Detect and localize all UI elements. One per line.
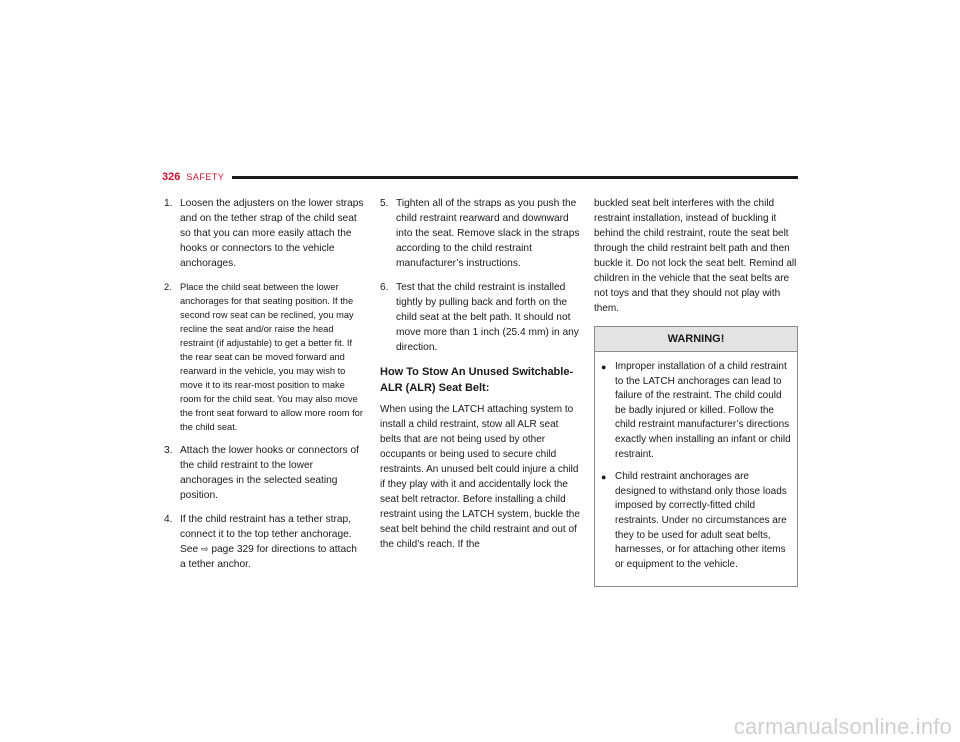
bullet-icon bbox=[601, 470, 615, 572]
column-1 bbox=[164, 196, 364, 581]
warning-item bbox=[601, 470, 791, 572]
column-3 bbox=[594, 196, 798, 587]
step-number: 3. bbox=[164, 445, 173, 456]
page-reference-link[interactable]: page 329 for directions to attach a tether anchor. bbox=[180, 544, 357, 570]
step-text: Test that the child restraint is installed tightly by pulling back and forth on the child seat at the belt path. It should not move more than 1 inch (25.4 mm) in any direction. bbox=[396, 282, 579, 353]
column-2 bbox=[380, 196, 580, 552]
step-text: Tighten all of the straps as you push the child restraint rearward and downward into the seat. Remove slack in the straps according to the child restraint manufacturer’s instructions. bbox=[396, 198, 580, 269]
step-text: Loosen the adjusters on the lower straps and on the tether strap of the child seat so that you can more easily attach the hooks or connectors to the vehicle anchorages. bbox=[180, 198, 364, 269]
warning-title: WARNING! bbox=[595, 327, 797, 352]
step-number: 2. bbox=[164, 282, 172, 292]
step-item bbox=[164, 443, 364, 503]
subheading: How To Stow An Unused Switchable-ALR (ALR) Seat Belt: bbox=[380, 366, 574, 394]
watermark: carmanualsonline.info bbox=[733, 714, 952, 739]
page-number: 326 bbox=[162, 171, 181, 183]
warning-box bbox=[594, 326, 798, 587]
step-number: 4. bbox=[164, 514, 173, 525]
section-title: SAFETY bbox=[186, 172, 225, 182]
step-item bbox=[380, 280, 580, 355]
step-text bbox=[180, 512, 364, 572]
warning-body bbox=[595, 352, 797, 586]
warning-text: Child restraint anchorages are designed to withstand only those loads imposed by correctly-fitted child restraints. Under no circumstances are they to be used for adult seat belts, harnesses, or for attaching other items or equipment to the vehicle. bbox=[615, 471, 787, 570]
step-number: 1. bbox=[164, 198, 173, 209]
step-number: 5. bbox=[380, 198, 389, 209]
warning-text: Improper installation of a child restraint to the LATCH anchorages can lead to failure of the restraint. The child could be badly injured or killed. Follow the child restraint manufacturer’s directions exactly when installing an infant or child restraint. bbox=[615, 361, 791, 460]
step-item bbox=[164, 280, 364, 434]
body-paragraph: When using the LATCH attaching system to install a child restraint, stow all ALR seat belts that are not being used by other occupants or being used to secure child restraints. An unused belt could injure a child if they play with it and accidentally lock the seat belt retractor. Before installing a child restraint using the LATCH system, buckle the seat belt behind the child restraint and out of the child’s reach. If the bbox=[380, 404, 580, 550]
step-number: 6. bbox=[380, 282, 389, 293]
step-text-part: If the child restraint has a tether strap, connect it to the top tether anchorage. See bbox=[180, 514, 352, 555]
step-item bbox=[164, 512, 364, 572]
step-text: Place the child seat between the lower anchorages for that seating position. If the second row seat can be reclined, you may recline the seat and/or raise the head restraint (if adjustable) to get a better fit. If the rear seat can be moved forward and rearward in the vehicle, you may wish to move it to its rear-most position to make room for the child seat. You may also move the front seat forward to allow more room for the child seat. bbox=[180, 282, 363, 432]
page-reference-arrow-icon: ⇨ bbox=[200, 544, 209, 554]
step-text: Attach the lower hooks or connectors of the child restraint to the lower anchorages in the selected seating position. bbox=[180, 445, 359, 501]
body-paragraph: buckled seat belt interferes with the child restraint installation, instead of buckling it behind the child restraint, route the seat belt through the child restraint belt path and then buckle it. Do not lock the seat belt. Remind all children in the vehicle that the seat belts are not toys and that they should not play with them. bbox=[594, 198, 797, 314]
warning-item bbox=[601, 360, 791, 462]
step-item bbox=[380, 196, 580, 271]
step-item bbox=[164, 196, 364, 271]
page-header bbox=[162, 170, 798, 184]
header-rule bbox=[232, 176, 798, 179]
bullet-icon bbox=[601, 360, 615, 462]
